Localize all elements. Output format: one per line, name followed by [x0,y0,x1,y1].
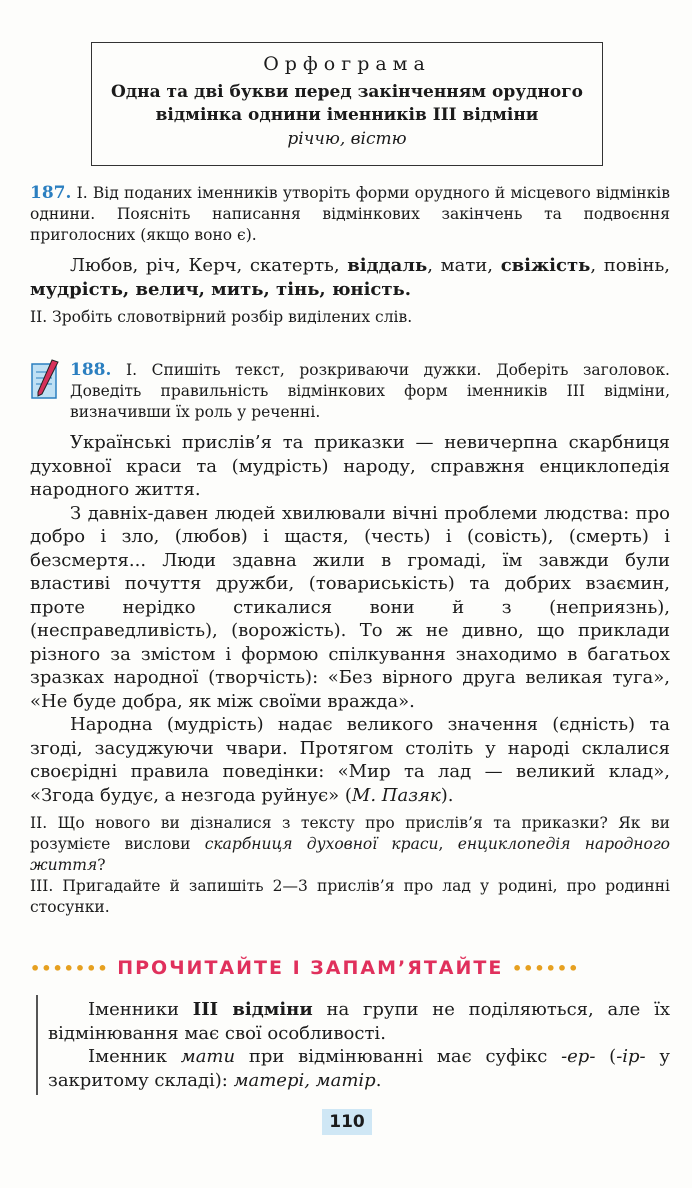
orthogram-box [91,42,603,166]
rule-block [48,998,670,1092]
page-number: 110 [322,1109,372,1135]
exercise-188-task1-text: І. Спишіть текст, розкриваючи дужки. Доберіть заголовок. Доведіть правильність відмінкових форм іменників ІІІ відміни, визначивши їх роль у реченні. [70,361,670,421]
exercise-187-task2: ІІ. Зробіть словотвірний розбір виділених слів. [30,308,413,326]
exercise-188-number: 188. [70,360,112,380]
task2-italic-1: скарбниця духовної краси [204,835,439,853]
banner-dots-left: ••••••• [30,959,109,978]
exercise-188-para2: З давніх-давен людей хвилювали вічні проблеми людства: про добро і зло, (любов) і щастя, (честь) і (совість), (смерть) і безсмертя... Люди здавна жили в громаді, їм завжди були властиві почуття дружби, (товариськість) та добрих взаємин, проте нерідко стикалися вони й з (неприязнь), (несправедливість), (ворожість). То ж не дивно, що приклади різного за змістом і формою спілкування знаходимо в багатьох зразках народної (творчість): «Без вірного друга великая туга», «Не буде добра, як між своїми вражда». [30,502,670,712]
word-group-3: , повінь, [590,255,670,276]
task2-comma: , [438,835,458,853]
para3-author: М. Пазяк [351,784,441,806]
rule-p1-a: Іменники [88,999,193,1020]
exercise-187-task1-text: І. Від поданих іменників утворіть форми орудного й місцевого відмінків однини. Поясніть написання відмінкових закінчень та подвоєння приголосних (якщо воно є). [30,184,670,244]
exercise-188-task1 [30,360,670,423]
orthogram-title: Одна та дві букви перед закінченням орудного відмінка однини іменників III відміни [111,82,583,125]
exercise-188-para1: Українські прислів’я та приказки — невичерпна скарбниця духовної краси та (мудрість) народу, справжня енциклопедія народного життя. [30,432,670,500]
rule-para2 [48,1045,670,1092]
banner-dots-right: •••••• [511,959,580,978]
word-bold-1: віддаль [347,255,428,276]
rule-para1 [48,998,670,1045]
banner-title: ПРОЧИТАЙТЕ І ЗАПАМ’ЯТАЙТЕ [117,957,504,979]
para3-text: Народна (мудрість) надає великого значення (єдність) та згоді, засуджуючи чвари. Протягом століть у народі склалися своєрідні правила поведінки: «Мир та лад — великий клад», «Згода будує, а незгода руйнує» ( [30,714,670,806]
word-bold-2: свіжість [500,255,591,276]
orthogram-kicker: Орфограма [263,53,431,75]
exercise-188-para3 [30,713,670,807]
rule-p1-b: III відміни [192,999,313,1020]
rule-p2-g: у закритому складі): [48,1046,670,1091]
word-bold-3: мудрість, велич, мить, тінь, юність. [30,278,412,300]
exercise-188-task3: ІІІ. Пригадайте й запишіть 2—3 прислів’я про лад у родині, про родинні стосунки. [30,877,670,916]
task2-end: ? [97,856,106,874]
exercise-187 [30,183,670,328]
rule-p2-d: -ер- [561,1046,596,1067]
word-group-2: , мати, [427,255,501,276]
word-group-1: Любов, річ, Керч, скатерть, [70,255,348,276]
orthogram-example: річчю, вістю [287,129,407,149]
exercise-188 [30,360,670,918]
read-and-remember-banner [30,957,670,985]
rule-p2-b: мати [180,1046,236,1067]
rule-side-line [36,995,38,1095]
rule-p2-h: матері, матір [233,1069,376,1091]
exercise-188-task2 [30,813,670,876]
task2-italic-2: енциклопедія народного життя [30,835,670,874]
exercise-187-words [30,254,670,301]
para3-end: ). [440,784,454,806]
rule-p2-f: -ір- [616,1046,646,1067]
rule-p2-i: . [375,1069,382,1091]
exercise-187-task1 [30,183,670,246]
rule-p1-c: на групи не поділяються, але їх відмінювання має свої особливості. [48,999,670,1044]
rule-p2-c: при відмінюванні має суфікс [235,1046,562,1067]
rule-p2-a: Іменник [88,1046,181,1067]
task2-text: ІІ. Що нового ви дізналися з тексту про прислів’я та приказки? Як ви розумієте вислови [30,814,670,853]
rule-p2-e: ( [595,1046,617,1067]
exercise-187-number: 187. [30,183,72,203]
